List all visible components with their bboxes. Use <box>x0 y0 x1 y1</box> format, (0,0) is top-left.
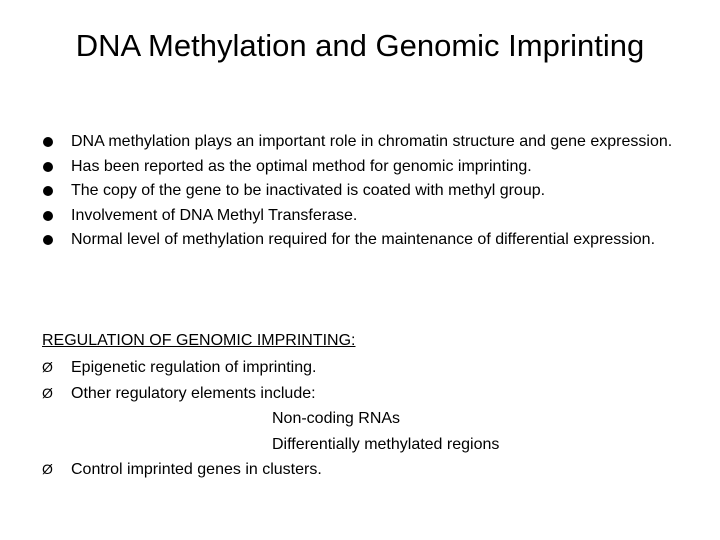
regulation-subtext: Differentially methylated regions <box>272 435 500 453</box>
regulation-text: Control imprinted genes in clusters. <box>71 461 322 478</box>
regulation-heading: REGULATION OF GENOMIC IMPRINTING: <box>42 332 356 349</box>
regulation-subtext: Non-coding RNAs <box>272 410 401 427</box>
arrow-bullet-icon: Ø <box>42 359 53 375</box>
slide-title: DNA Methylation and Genomic Imprinting <box>75 28 645 63</box>
bullet-dot-icon <box>43 186 53 196</box>
bullet-item <box>42 204 682 229</box>
regulation-list <box>42 355 682 483</box>
bullet-text: DNA methylation plays an important role in chromatin structure and gene expression. <box>71 133 673 150</box>
bullet-item <box>42 155 682 180</box>
bullet-text: Involvement of DNA Methyl Transferase. <box>71 206 358 224</box>
bullet-dot-icon <box>43 211 53 221</box>
arrow-bullet-icon: Ø <box>42 384 53 401</box>
bullet-text: Normal level of methylation required for the maintenance of differential expression. <box>71 231 656 248</box>
regulation-item <box>42 381 682 407</box>
bullet-dot-icon <box>43 137 53 147</box>
bullet-text: Has been reported as the optimal method for genomic imprinting. <box>71 157 532 175</box>
bullet-list <box>42 130 682 253</box>
regulation-subitem <box>42 406 682 432</box>
regulation-text: Other regulatory elements include: <box>71 384 316 402</box>
arrow-bullet-icon: Ø <box>42 461 53 477</box>
bullet-text: The copy of the gene to be inactivated is coated with methyl group. <box>71 182 546 199</box>
bullet-item <box>42 130 682 155</box>
regulation-item <box>42 355 682 381</box>
bullet-item <box>42 228 682 253</box>
bullet-dot-icon <box>43 235 53 245</box>
regulation-item <box>42 457 682 483</box>
bullet-item <box>42 179 682 204</box>
bullet-dot-icon <box>43 162 53 172</box>
regulation-text: Epigenetic regulation of imprinting. <box>71 359 317 376</box>
regulation-subitem <box>42 432 682 458</box>
